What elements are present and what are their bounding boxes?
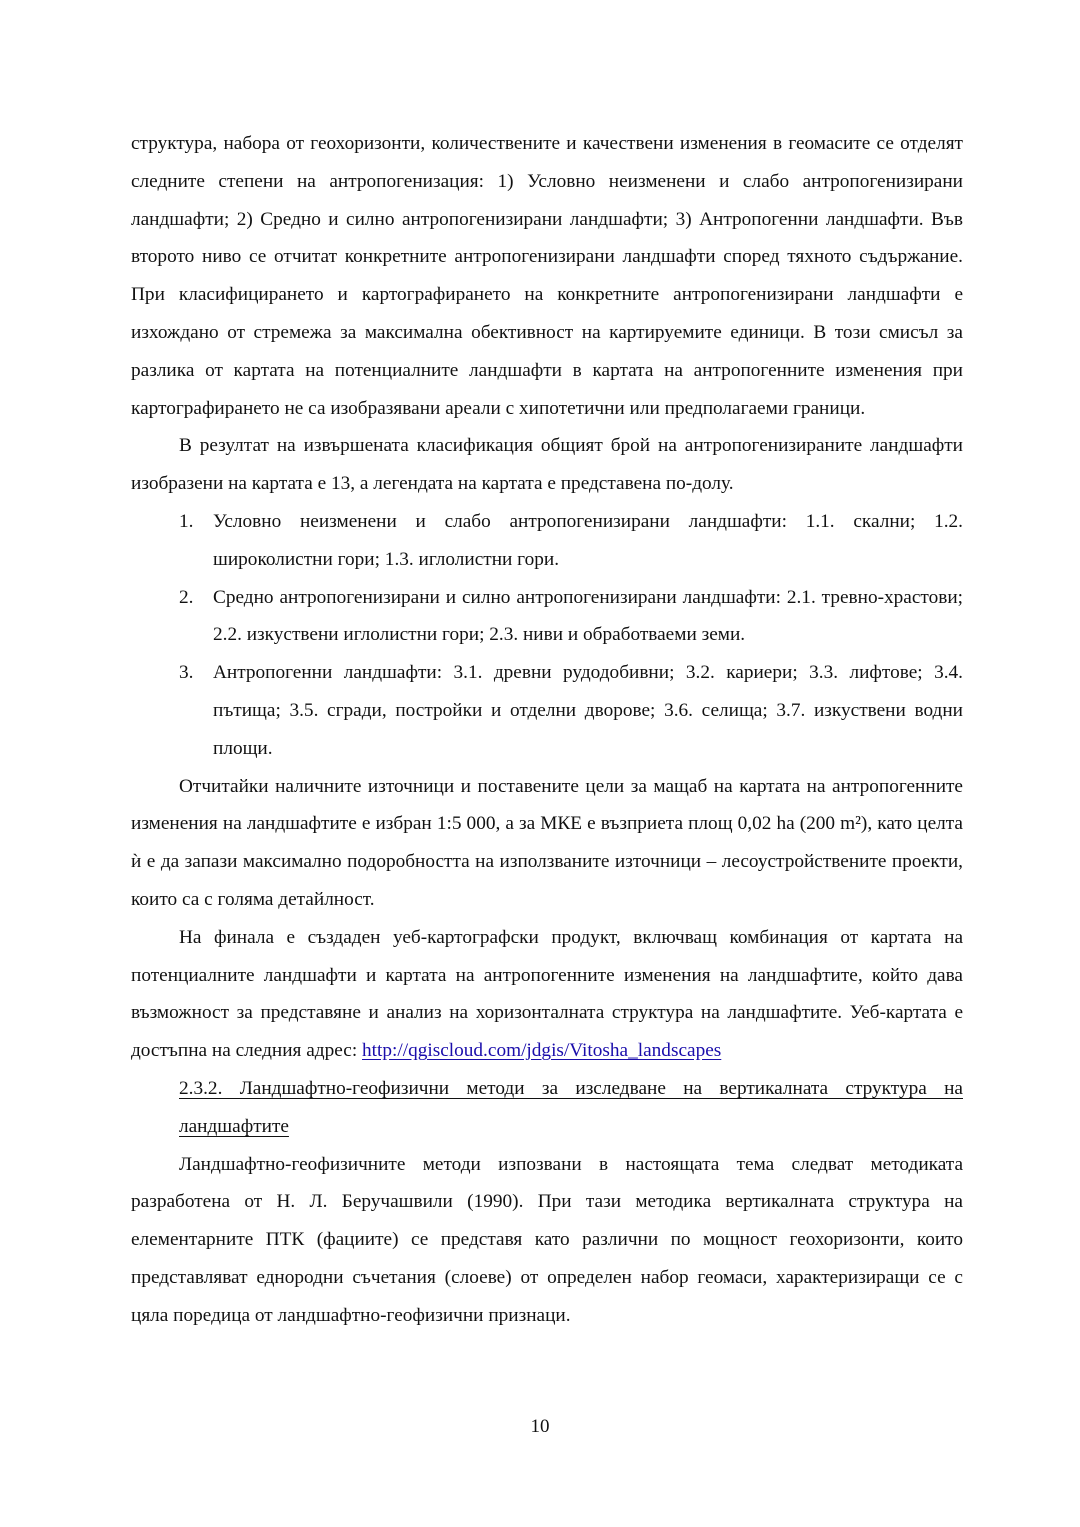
paragraph-map-scale: Отчитайки наличните източници и поставените цели за мащаб на картата на антропогенните изменения на ландшафтите е избран 1:5 000, а за МКЕ е възприета площ 0,02 ha (200 m²), като целта ѝ е да запази максимално подоробността на използваните източници – лесоустройствените проекти, които са с голяма детайлност. (131, 775, 963, 910)
page-number: 10 (530, 1416, 550, 1437)
paragraph-web-map (131, 919, 963, 1070)
paragraph-geophysical-methods: Ландшафтно-геофизичните методи изпозвани в настоящата тема следват методиката разработена от Н. Л. Беручашвили (1990). При тази методика вертикалната структура на елементарните ПТК (фациите) се представя като различни по мощност геохоризонти, които представляват еднородни съчетания (слоеве) от определен набор геомаси, характеризиращи се с цяла поредица от ландшафтно-геофизични признаци. (131, 1153, 963, 1326)
list-item-number: 3. (179, 662, 194, 684)
list-item-number: 1. (179, 510, 194, 532)
list-item-text: Условно неизменени и слабо антропогенизирани ландшафти: 1.1. скални; 1.2. широколистни гори; 1.3. иглолистни гори. (213, 510, 963, 570)
list-item (131, 654, 963, 767)
list-item (131, 579, 963, 655)
list-item-number: 2. (179, 586, 194, 608)
web-map-text: На финала е създаден уеб-картографски продукт, включващ комбинация от картата на потенциалните ландшафти и картата на антропогенните изменения на ландшафтите, който дава възможност за представяне и анализ на хоризонталната структура на ландшафтите. Уеб-картата е достъпна на следния адрес: (131, 926, 963, 1062)
paragraph-classification-result: В резултат на извършената класификация общият брой на антропогенизираните ландшафти изобразени на картата е 13, а легендата на картата е представена по-долу. (131, 435, 963, 495)
list-item-text: Антропогенни ландшафти: 3.1. древни рудодобивни; 3.2. кариери; 3.3. лифтове; 3.4. пътища; 3.5. сгради, постройки и отделни дворове; 3.6. селища; 3.7. изкуствени водни площи. (213, 662, 963, 759)
document-page (131, 125, 963, 1335)
list-item-text: Средно антропогенизирани и силно антропогенизирани ландшафти: 2.1. тревно-храстови; 2.2. изкуствени иглолистни гори; 2.3. ниви и обработваеми земи. (213, 586, 963, 646)
paragraph-anthropogenization-levels: структура, набора от геохоризонти, количествените и качествени изменения в геомасите се отделят следните степени на антропогенизация: 1) Условно неизменени и слабо антропогенизирани ландшафти; 2) Средно и силно антропогенизирани ландшафти; 3) Антропогенни ландшафти. Във второто ниво се отчитат конкретните антропогенизирани ландшафти според тяхното съдържание. При класифицирането и картографирането на конкретните антропогенизирани ландшафти е изхождано от стремежа за максимална обективност на картируемите единици. В този смисъл за разлика от картата на потенциалните ландшафти в картата на антропогенните изменения при картографирането не са изобразявани ареали с хипотетични или предполагаеми граници. (131, 133, 963, 419)
legend-list (131, 503, 963, 768)
section-heading: 2.3.2. Ландшафтно-геофизични методи за изследване на вертикалната структура на ландшафтите (179, 1077, 963, 1137)
list-item (131, 503, 963, 579)
web-map-link[interactable]: http://qgiscloud.com/jdgis/Vitosha_landscapes (362, 1040, 722, 1062)
